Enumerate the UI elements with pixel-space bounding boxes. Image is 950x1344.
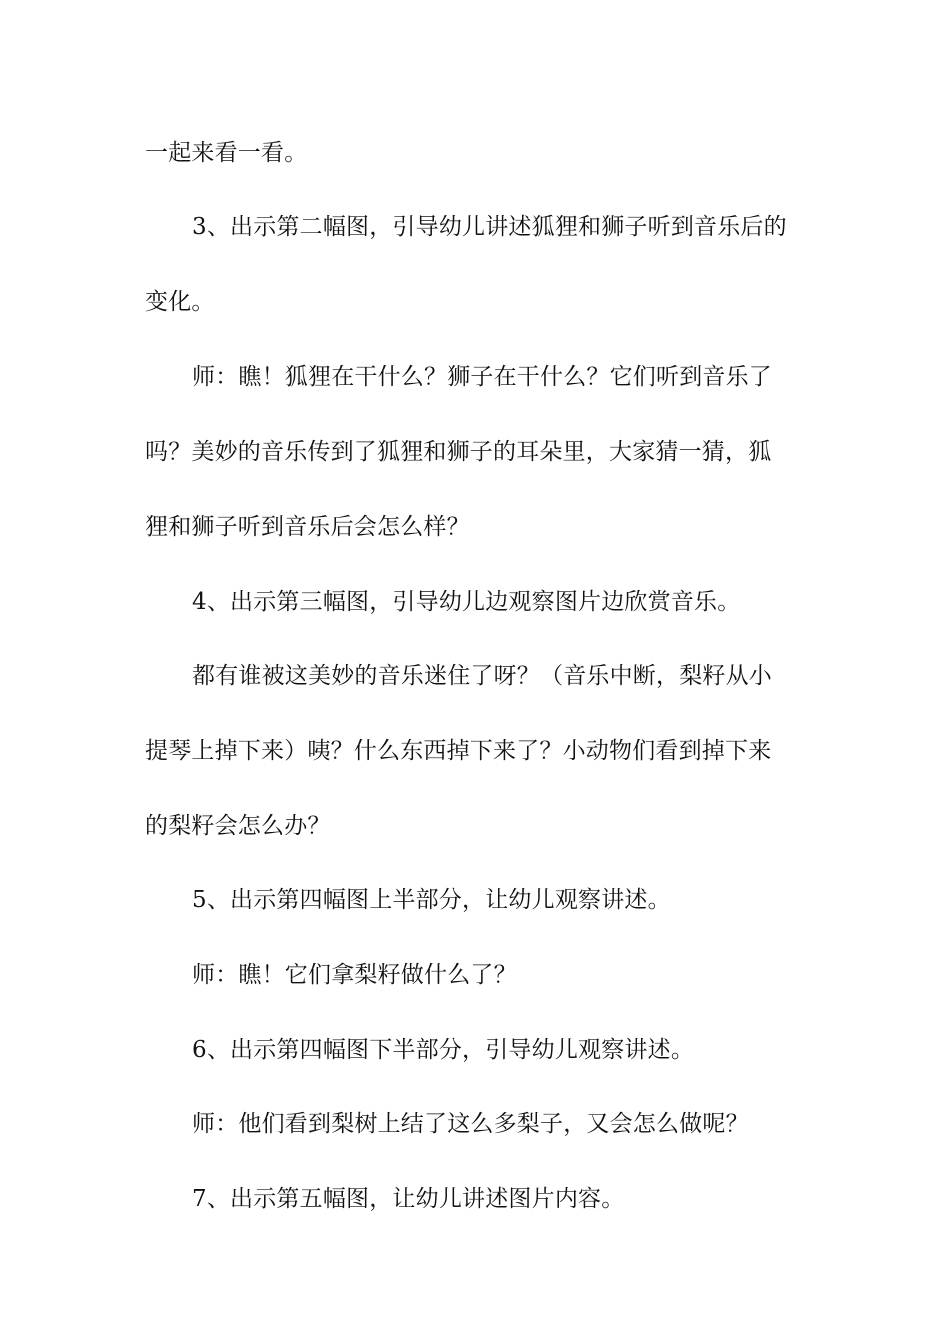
text-line: 的梨籽会怎么办？ xyxy=(145,813,331,839)
text-line: 吗？美妙的音乐传到了狐狸和狮子的耳朵里，大家猜一猜，狐 xyxy=(145,439,772,465)
text-line: 一起来看一看。 xyxy=(145,140,308,166)
text-line: 提琴上掉下来）咦？什么东西掉下来了？小动物们看到掉下来 xyxy=(145,738,772,764)
text-line: 师：瞧！狐狸在干什么？狮子在干什么？它们听到音乐了 xyxy=(192,364,772,390)
text-line: 变化。 xyxy=(145,289,215,315)
text-line: 4、出示第三幅图，引导幼儿边观察图片边欣赏音乐。 xyxy=(192,589,741,615)
text-line: 3、出示第二幅图，引导幼儿讲述狐狸和狮子听到音乐后的 xyxy=(192,214,787,240)
text-line: 5、出示第四幅图上半部分，让幼儿观察讲述。 xyxy=(192,887,671,913)
text-line: 师：瞧！它们拿梨籽做什么了？ xyxy=(192,962,517,988)
text-line: 师：他们看到梨树上结了这么多梨子，又会怎么做呢？ xyxy=(192,1111,749,1137)
text-line: 都有谁被这美妙的音乐迷住了呀？（音乐中断，梨籽从小 xyxy=(192,663,772,689)
text-line: 7、出示第五幅图，让幼儿讲述图片内容。 xyxy=(192,1186,625,1212)
text-line: 狸和狮子听到音乐后会怎么样？ xyxy=(145,514,470,540)
text-line: 6、出示第四幅图下半部分，引导幼儿观察讲述。 xyxy=(192,1037,695,1063)
